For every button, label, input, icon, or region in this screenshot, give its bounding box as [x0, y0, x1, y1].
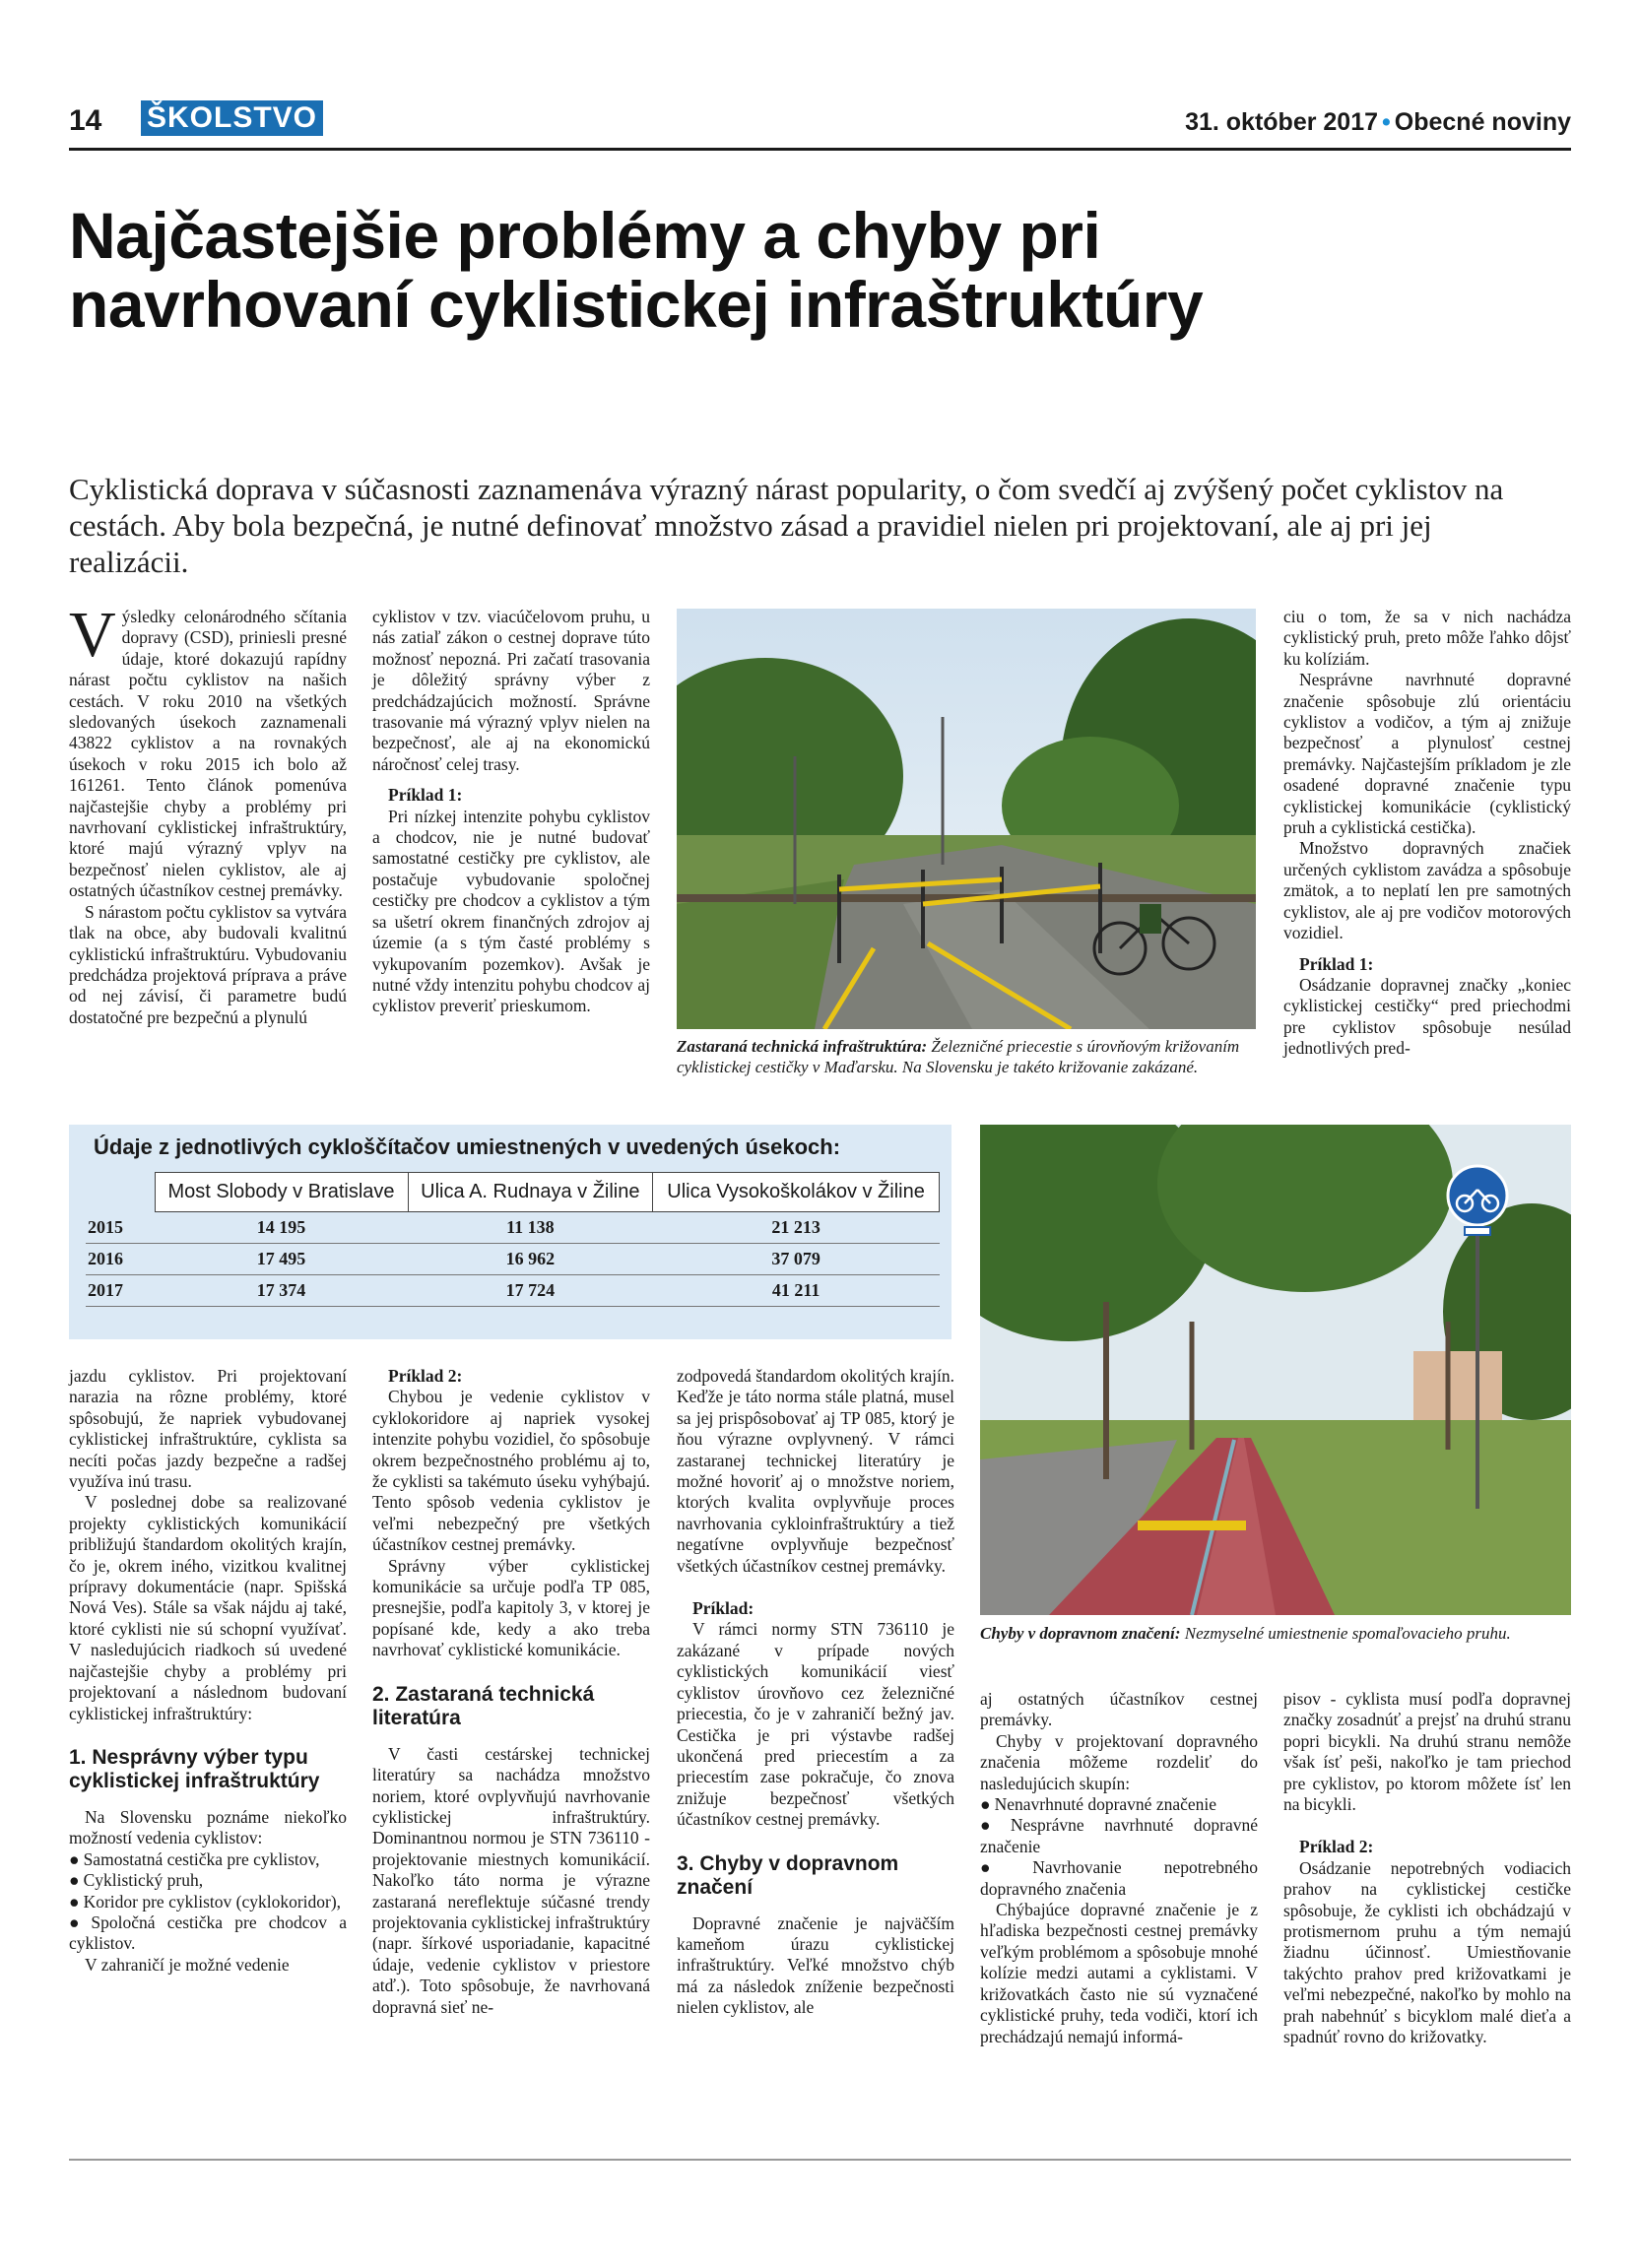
subheading-3: 3. Chyby v dopravnom značení [677, 1851, 899, 1899]
paragraph: S nárastom počtu cyklistov sa vytvára tlak na obce, aby budovali kvalitnú cyklistickú infraštruktúru. Vybudovaniu predchádza projektová príprava a práve od nej závisí, či parametre budú dostatočné pre bezpečnú a plynulú [69, 901, 347, 1027]
paragraph: Chybou je vedenie cyklistov v cyklokoridore aj napriek vysokej intenzite pohybu vozidiel, čo spôsobuje okrem bezpečnostného problému aj to, že cyklisti sa takémuto úseku vyhýbajú. Tento spôsob vedenia cyklistov je veľmi nebezpečný pre všetkých účastníkov cestnej premávky. [372, 1387, 650, 1555]
bullet-item: ● Navrhovanie nepotrebného dopravného značenia [980, 1857, 1258, 1900]
bullet-item: ● Nenavrhnuté dopravné značenie [980, 1794, 1258, 1815]
example-heading: Príklad 1: [388, 785, 463, 806]
bullet-item: ● Spoločná cestička pre chodcov a cyklistov. [69, 1912, 347, 1955]
paragraph: Na Slovensku poznáme niekoľko možností vedenia cyklistov: [69, 1806, 347, 1848]
table-cell: 17 374 [256, 1280, 306, 1300]
paragraph: aj ostatných účastníkov cestnej premávky. [980, 1689, 1258, 1730]
table-rule [86, 1243, 940, 1244]
table-cell: 21 213 [771, 1217, 820, 1238]
page-number: 14 [69, 104, 102, 137]
paragraph: V zahraničí je možné vedenie [85, 1954, 290, 1975]
paragraph: jazdu cyklistov. Pri projektovaní narazia na rôzne problémy, ktoré spôsobujú, že napriek vybudovanej cyklistickej infraštruktúre, cyklista sa necíti počas jazdy bezpečne a radšej využíva inú trasu. [69, 1366, 347, 1492]
paragraph: ciu o tom, že sa v nich nachádza cyklistický pruh, preto môže ľahko dôjsť ku kolíziám. [1283, 607, 1571, 669]
paragraph: V časti cestárskej technickej literatúry sa nachádza množstvo noriem, ktoré ovplyvňujú navrhovanie cyklistickej infraštruktúry. Dominantnou normou je STN 736110 - projektovanie miestnych komunikácií. Nakoľko táto norma je výrazne zastaraná nereflektuje súčasné trendy projektovania cyklistickej infraštruktúry (napr. šírkové usporiadanie, kapacitné údaje, vedenie cyklistov v priestore atď.). Toto spôsobuje, že navrhovaná dopravná sieť ne- [372, 1743, 650, 2017]
subheading-2: 2. Zastaraná technická literatúra [372, 1682, 595, 1729]
paragraph: pisov - cyklista musí podľa dopravnej značky zosadnúť a prejsť na druhú stranu popri bicykli. Na druhú stranu nemôže však ísť peši, nakoľko je tam priechod pre cyklistov, po ktorom môžete ísť len na bicykli. [1283, 1689, 1571, 1815]
example-heading: Príklad 1: [1299, 953, 1374, 974]
table-year: 2015 [88, 1217, 123, 1237]
top-column-4 [1283, 607, 1571, 1060]
table-cell: 17 495 [256, 1249, 306, 1268]
caption-label: Zastaraná technická infraštruktúra: [677, 1037, 928, 1056]
top-column-1 [69, 599, 347, 1028]
bike-lane-photo [980, 1125, 1571, 1615]
bottom-column-5 [1283, 1689, 1571, 2048]
table-rule [86, 1306, 940, 1307]
caption-label: Chyby v dopravnom značení: [980, 1624, 1181, 1643]
paragraph: V poslednej dobe sa realizované projekty cyklistických komunikácií približujú štandardom okolitých krajín, čo je, okrem iného, vizitkou kvalitnej prípravy dokumentácie (napr. Spišská Nová Ves). Stále sa však nájdu aj také, ktoré cyklisti nie sú schopní využívať. V nasledujúcich riadkoch sú uvedené najčastejšie chyby a problémy pri projektovaní a následnom budovaní cyklistickej infraštruktúry: [69, 1492, 347, 1723]
bottom-column-2 [372, 1366, 650, 2018]
table-column-header: Most Slobody v Bratislave [155, 1173, 408, 1212]
bottom-column-1 [69, 1366, 347, 1976]
paragraph: Chýbajúce dopravné značenie je z hľadiska bezpečnosti cestnej premávky veľkým problémom a spôsobuje mnohé kolízie medzi autami a cyklistami. V križovatkách často nie sú vyznačené cyklistické pruhy, teda vodiči, ktorí ich prechádzajú nemajú informá- [980, 1900, 1258, 2046]
bullet-item: ● Samostatná cestička pre cyklistov, [69, 1849, 347, 1870]
section-tag: ŠKOLSTVO [141, 100, 323, 136]
paragraph: Množstvo dopravných značiek určených cyklistom zavádza a spôsobuje zmätok, a to neplatí len pre samotných cyklistov, ale aj pre vodičov motorových vozidiel. [1283, 838, 1571, 943]
example-heading: Príklad 2: [1299, 1837, 1374, 1857]
photo-caption-2 [980, 1623, 1571, 1644]
drop-cap: V [69, 599, 116, 671]
table-cell: 41 211 [771, 1280, 820, 1300]
table-cell: 11 138 [506, 1217, 555, 1238]
paragraph: Osádzanie nepotrebných vodiacich prahov na cyklistickej cestičke spôsobuje, že cyklisti ich obchádzajú v protismernom pruhu a tým nemajú žiadnu účinnosť. Umiestňovanie takýchto prahov pred križovatkami je veľmi nebezpečné, nakoľko by mohlo na prah nabehnúť s bicyklom malé dieťa a spadnúť rovno do križovatky. [1283, 1857, 1571, 2047]
table-cell: 17 724 [505, 1280, 556, 1300]
table-rule [86, 1274, 940, 1275]
paragraph: cyklistov v tzv. viacúčelovom pruhu, u nás zatiaľ zákon o cestnej doprave túto možnosť nepozná. Pri začatí trasovania je dôležitý správny výber z predchádzajúcich možností. Správne trasovanie má výrazný vplyv nielen na bezpečnosť, ale aj na ekonomickú náročnosť celej trasy. [372, 607, 650, 774]
publication-name: Obecné noviny [1394, 108, 1571, 136]
table-column-header: Ulica Vysokoškolákov v Žiline [653, 1173, 940, 1212]
issue-date: 31. október 2017 [1185, 108, 1379, 136]
table-corner [86, 1173, 155, 1212]
bullet-dot-icon: • [1382, 108, 1391, 136]
article-lead: Cyklistická doprava v súčasnosti zaznamenáva výrazný nárast popularity, o čom svedčí aj zvýšený počet cyklistov na cestách. Aby bola bezpečná, je nutné definovať množstvo zásad a pravidiel nielen pri projektovaní, ale aj pri jej realizácii. [69, 472, 1504, 579]
paragraph-text: ýsledky celonárodného sčítania dopravy (CSD), priniesli presné údaje, ktoré dokazujú rapídny nárast počtu cyklistov na našich cestách. V roku 2010 na všetkých sledovaných úsekoch zaznamenali 43822 cyklistov a na rovnakých úsekoch v roku 2015 ich bolo až 161261. Tento článok pomenúva najčastejšie chyby a problémy pri navrhovaní cyklistickej infraštruktúry, ktoré majú výrazný vplyv na bezpečnosť nielen cyklistov, ale aj ostatných účastníkov cestnej premávky. [69, 607, 347, 901]
example-heading: Príklad 2: [388, 1366, 463, 1386]
paragraph: zodpovedá štandardom okolitých krajín. Keďže je táto norma stále platná, musel sa jej prispôsobovať aj TP 085, ktorý je ňou výrazne ovplyvnený. V rámci zastaranej technickej literatúry je možné hovoriť aj o množstve noriem, ktorých kvalita ovplyvňuje proces navrhovania cykloinfraštruktúry a tiež negatívne ovplyvňuje bezpečnosť všetkých účastníkov cestnej premávky. [677, 1366, 954, 1576]
example-heading: Príklad: [692, 1598, 754, 1619]
railway-crossing-illustration [677, 609, 1256, 1029]
paragraph: Nesprávne navrhnuté dopravné značenie spôsobuje zlú orientáciu cyklistov a vodičov, a tým aj znižuje bezpečnosť a plynulosť cestnej premávky. Najčastejším príkladom je zle osadené dopravné značenie typu cyklistickej komunikácie (cyklistický pruh a cyklistická cestička). [1283, 670, 1571, 838]
paragraph [69, 599, 347, 902]
header-rule [69, 148, 1571, 151]
table-year: 2017 [88, 1280, 123, 1300]
counter-data-table [86, 1172, 940, 1307]
table-year: 2016 [88, 1249, 123, 1268]
caption-text: Nezmyselné umiestnenie spomaľovacieho pruhu. [1180, 1624, 1511, 1643]
photo-caption-1 [677, 1036, 1256, 1077]
table-row [86, 1244, 940, 1275]
issue-info [1185, 108, 1571, 137]
bullet-item: ● Cyklistický pruh, [69, 1870, 347, 1891]
table-title: Údaje z jednotlivých cykloščítačov umiestnených v uvedených úsekoch: [94, 1134, 841, 1159]
subheading-1: 1. Nesprávny výber typu cyklistickej infraštruktúry [69, 1745, 320, 1792]
bottom-column-4 [980, 1689, 1258, 2047]
bullet-item: ● Nesprávne navrhnuté dopravné značenie [980, 1815, 1258, 1857]
paragraph: Chyby v projektovaní dopravného značenia môžeme rozdeliť do nasledujúcich skupín: [980, 1730, 1258, 1793]
top-column-2 [372, 607, 650, 1017]
article-headline: Najčastejšie problémy a chyby pri navrhovaní cyklistickej infraštruktúry [69, 199, 1204, 341]
table-cell: 16 962 [505, 1249, 556, 1268]
table-cell: 14 195 [256, 1217, 306, 1238]
bike-lane-illustration [980, 1125, 1571, 1615]
paragraph: V rámci normy STN 736110 je zakázané v prípade nových cyklistických komunikácií viesť cyklistov úrovňovo cez železničné priecestia, čo je v zahraničí bežný jav. Cestička je pri výstavbe radšej ukončená pred priecestím a za priecestím zase pokračuje, čo znova znižuje bezpečnosť všetkých účastníkov cestnej premávky. [677, 1619, 954, 1830]
paragraph: Dopravné značenie je najväčším kameňom úrazu cyklistickej infraštruktúry. Veľké množstvo chýb má za následok zníženie bezpečnosti nielen cyklistov, ale [677, 1912, 954, 2018]
footer-rule [69, 2159, 1571, 2161]
paragraph: Pri nízkej intenzite pohybu cyklistov a chodcov, nie je nutné budovať samostatné cestičky pre cyklistov, ale postačuje vybudovanie spoločnej cestičky pre chodcov a cyklistov a tým sa ušetrí okrem finančných zdrojov aj územie (a s tým časté problémy s vykupovaním pozemkov). Avšak je nutné vždy intenzitu pohybu chodcov aj cyklistov preveriť prieskumom. [372, 806, 650, 1016]
bullet-item: ● Koridor pre cyklistov (cyklokoridor), [69, 1892, 347, 1912]
table-row [86, 1275, 940, 1307]
table-row [86, 1212, 940, 1244]
bottom-column-3 [677, 1366, 954, 2019]
paragraph: Správny výber cyklistickej komunikácie sa určuje podľa TP 085, presnejšie, podľa kapitoly 3, v ktorej je popísané kde, kedy a ako treba navrhovať cyklistické komunikácie. [372, 1555, 650, 1660]
railway-crossing-photo [677, 609, 1256, 1029]
table-column-header: Ulica A. Rudnaya v Žiline [408, 1173, 653, 1212]
paragraph: Osádzanie dopravnej značky „koniec cyklistickej cestičky“ pred priechodmi pre cyklistov spôsobuje nesúlad jednotlivých pred- [1283, 974, 1571, 1059]
caption-text: Železničné priecestie s úrovňovým križovaním cyklistickej cestičky v Maďarsku. Na Slovensku je takéto križovanie zakázané. [677, 1037, 1240, 1076]
table-cell: 37 079 [771, 1249, 820, 1268]
